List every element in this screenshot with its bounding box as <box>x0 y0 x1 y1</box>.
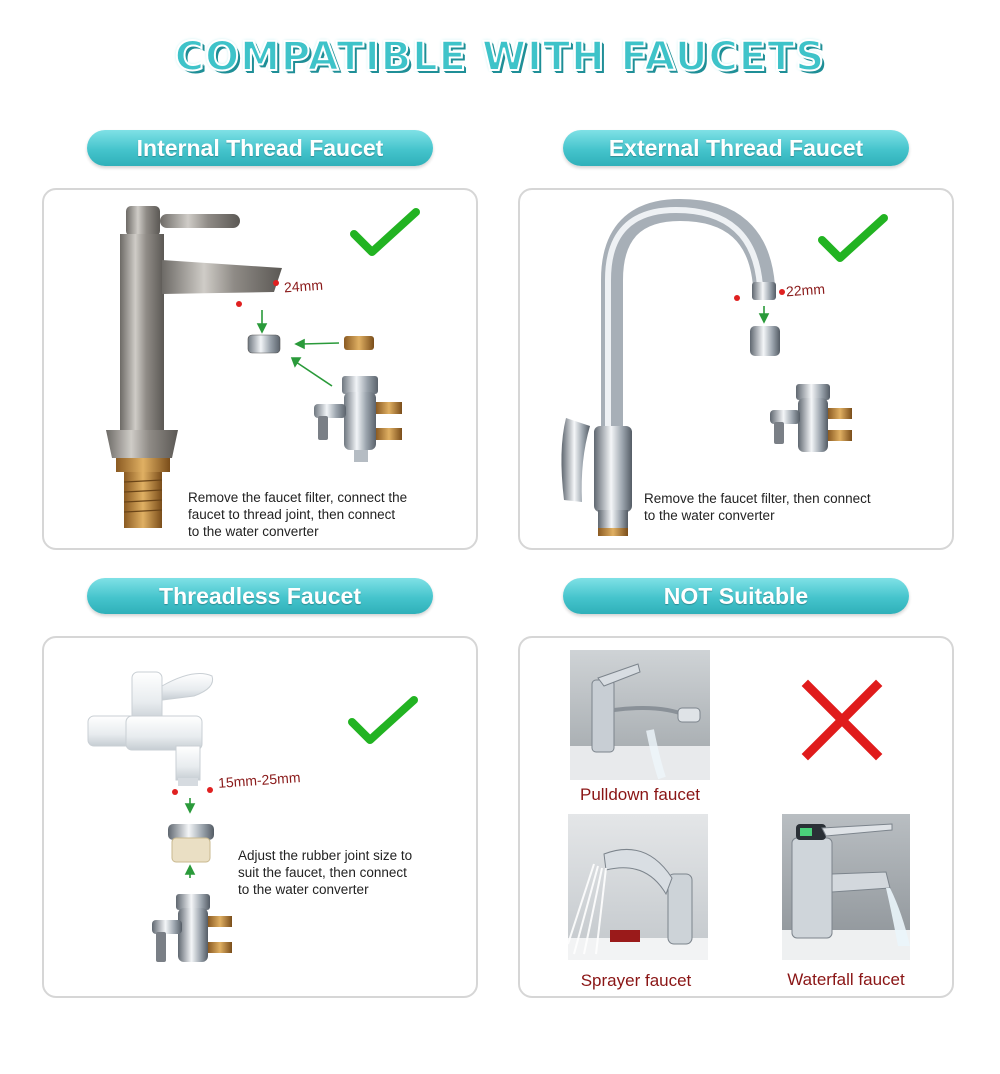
panel-external-thread <box>518 188 954 550</box>
panel-internal-thread <box>42 188 478 550</box>
desc-external <box>644 490 871 524</box>
desc-line: suit the faucet, then connect <box>238 865 407 880</box>
panel-threadless <box>42 636 478 998</box>
caption-waterfall: Waterfall faucet <box>787 970 905 989</box>
desc-line: to the water converter <box>644 508 775 523</box>
label-internal-thread: Internal Thread Faucet <box>87 130 433 166</box>
panel-not-suitable <box>518 636 954 998</box>
check-icon <box>348 696 418 746</box>
desc-line: to the water converter <box>238 882 369 897</box>
desc-line: Remove the faucet filter, then connect <box>644 491 871 506</box>
cross-icon <box>802 680 882 760</box>
desc-line: to the water converter <box>188 524 319 539</box>
desc-line: faucet to thread joint, then connect <box>188 507 396 522</box>
caption-sprayer: Sprayer faucet <box>580 971 692 990</box>
size-label-external: 22mm <box>785 280 826 300</box>
desc-line: Adjust the rubber joint size to <box>238 848 413 863</box>
label-not-suitable: NOT Suitable <box>563 578 909 614</box>
desc-line: Remove the faucet filter, connect the <box>188 490 408 505</box>
check-icon <box>818 214 888 264</box>
label-threadless: Threadless Faucet <box>87 578 433 614</box>
page-title: COMPATIBLE WITH FAUCETS <box>174 34 826 80</box>
waterfall-faucet-image <box>782 814 910 960</box>
desc-threadless <box>238 847 412 898</box>
label-external-thread: External Thread Faucet <box>563 130 909 166</box>
sprayer-faucet-image <box>568 814 708 960</box>
size-label-threadless: 15mm-25mm <box>217 769 301 791</box>
pulldown-faucet-image <box>570 650 710 780</box>
threadless-faucet-illustration <box>44 638 478 998</box>
desc-internal <box>188 489 407 540</box>
size-label-internal: 24mm <box>283 276 324 296</box>
caption-pulldown: Pulldown faucet <box>579 785 701 804</box>
check-icon <box>350 208 420 258</box>
